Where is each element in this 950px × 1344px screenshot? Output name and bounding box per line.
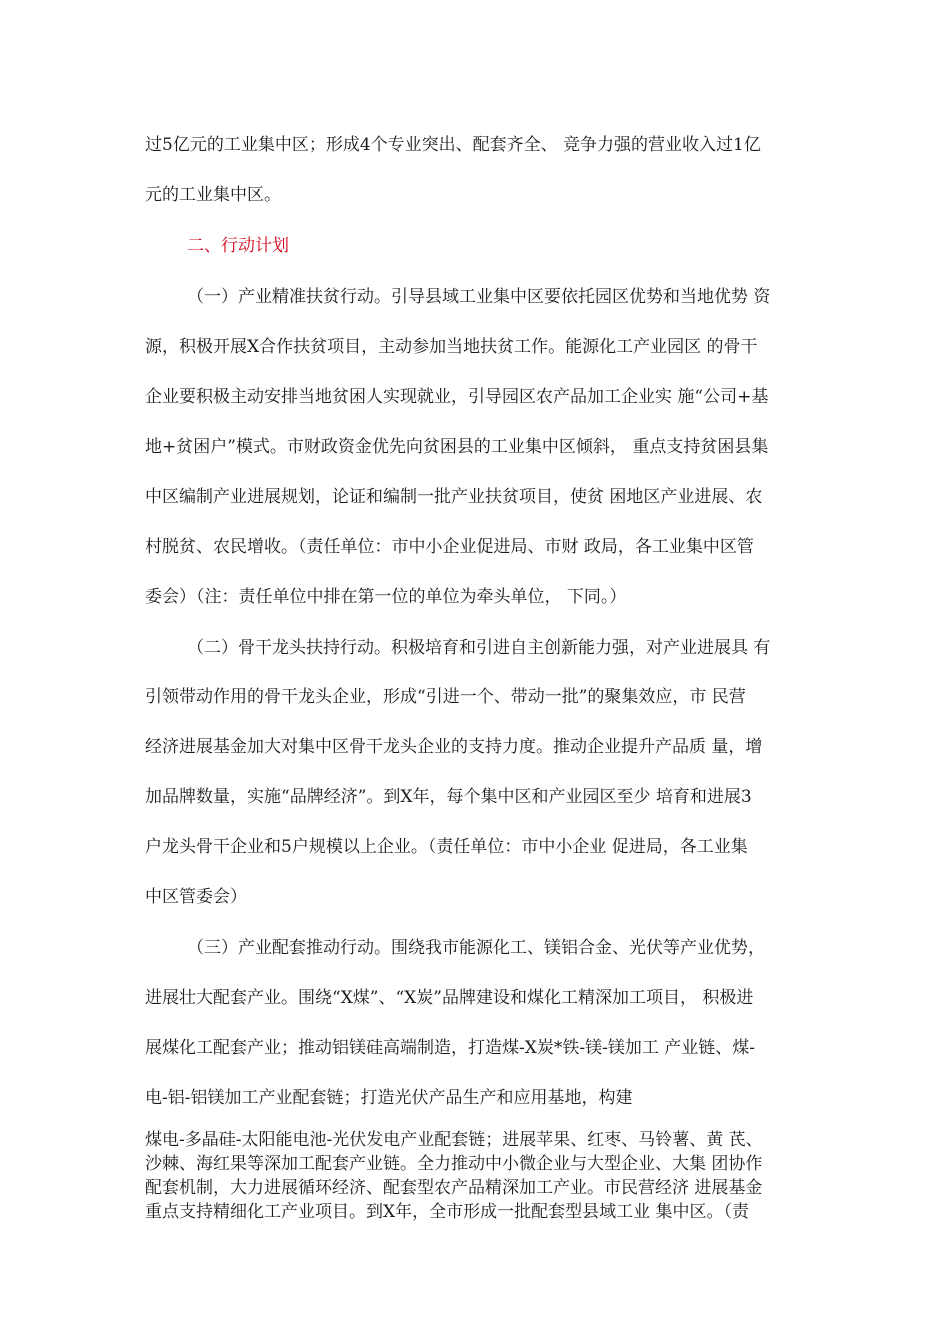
paragraph-line: 配套机制，大力进展循环经济、配套型农产品精深加工产业。市民营经济 进展基金 [145,1178,763,1198]
paragraph-line: 中区编制产业进展规划，论证和编制一批产业扶贫项目，使贫 困地区产业进展、农 [145,487,763,507]
paragraph-line: 地+贫困户”模式。市财政资金优先向贫困县的工业集中区倾斜， 重点支持贫困县集 [145,437,769,457]
section-heading: 二、行动计划 [187,236,289,256]
paragraph-line: 元的工业集中区。 [145,185,281,205]
paragraph-line: 委会）（注：责任单位中排在第一位的单位为牵头单位， 下同。） [145,587,627,607]
paragraph-line: （三）产业配套推动行动。围绕我市能源化工、镁铝合金、光伏等产业优势， [187,938,765,958]
paragraph-line: 重点支持精细化工产业项目。到X年，全市形成一批配套型县域工业 集中区。（责 [145,1202,750,1222]
paragraph-line: 煤电-多晶硅-太阳能电池-光伏发电产业配套链；进展苹果、红枣、马铃薯、黄 芪、 [145,1130,763,1150]
paragraph-line: 引领带动作用的骨干龙头企业，形成“引进一个、带动一批”的聚集效应，市 民营 [145,687,746,707]
paragraph-line: 展煤化工配套产业；推动铝镁硅高端制造，打造煤-X炭*铁-镁-镁加工 产业链、煤- [145,1038,755,1058]
paragraph-line: 村脱贫、农民增收。（责任单位：市中小企业促进局、市财 政局，各工业集中区管 [145,537,754,557]
paragraph-line: （一）产业精准扶贫行动。引导县域工业集中区要依托园区优势和当地优势 资 [187,287,771,307]
paragraph-line: 企业要积极主动安排当地贫困人实现就业，引导园区农产品加工企业实 施“公司+基 [145,387,769,407]
paragraph-line: 沙棘、海红果等深加工配套产业链。全力推动中小微企业与大型企业、大集 团协作 [145,1154,763,1174]
paragraph-line: （二）骨干龙头扶持行动。积极培育和引进自主创新能力强，对产业进展具 有 [187,638,771,658]
paragraph-line: 中区管委会） [145,887,247,907]
paragraph-line: 电-铝-铝镁加工产业配套链；打造光伏产品生产和应用基地，构建 [145,1088,633,1108]
paragraph-line: 户龙头骨干企业和5户规模以上企业。（责任单位：市中小企业 促进局，各工业集 [145,837,748,857]
paragraph-line: 进展壮大配套产业。围绕“X煤”、“X炭”品牌建设和煤化工精深加工项目， 积极进 [145,988,754,1008]
paragraph-line: 过5亿元的工业集中区；形成4个专业突出、配套齐全、 竞争力强的营业收入过1亿 [145,135,761,155]
paragraph-line: 经济进展基金加大对集中区骨干龙头企业的支持力度。推动企业提升产品质 量，增 [145,737,763,757]
paragraph-line: 加品牌数量，实施“品牌经济”。到X年，每个集中区和产业园区至少 培育和进展3 [145,787,752,807]
paragraph-line: 源，积极开展X合作扶贫项目，主动参加当地扶贫工作。能源化工产业园区 的骨干 [145,337,758,357]
